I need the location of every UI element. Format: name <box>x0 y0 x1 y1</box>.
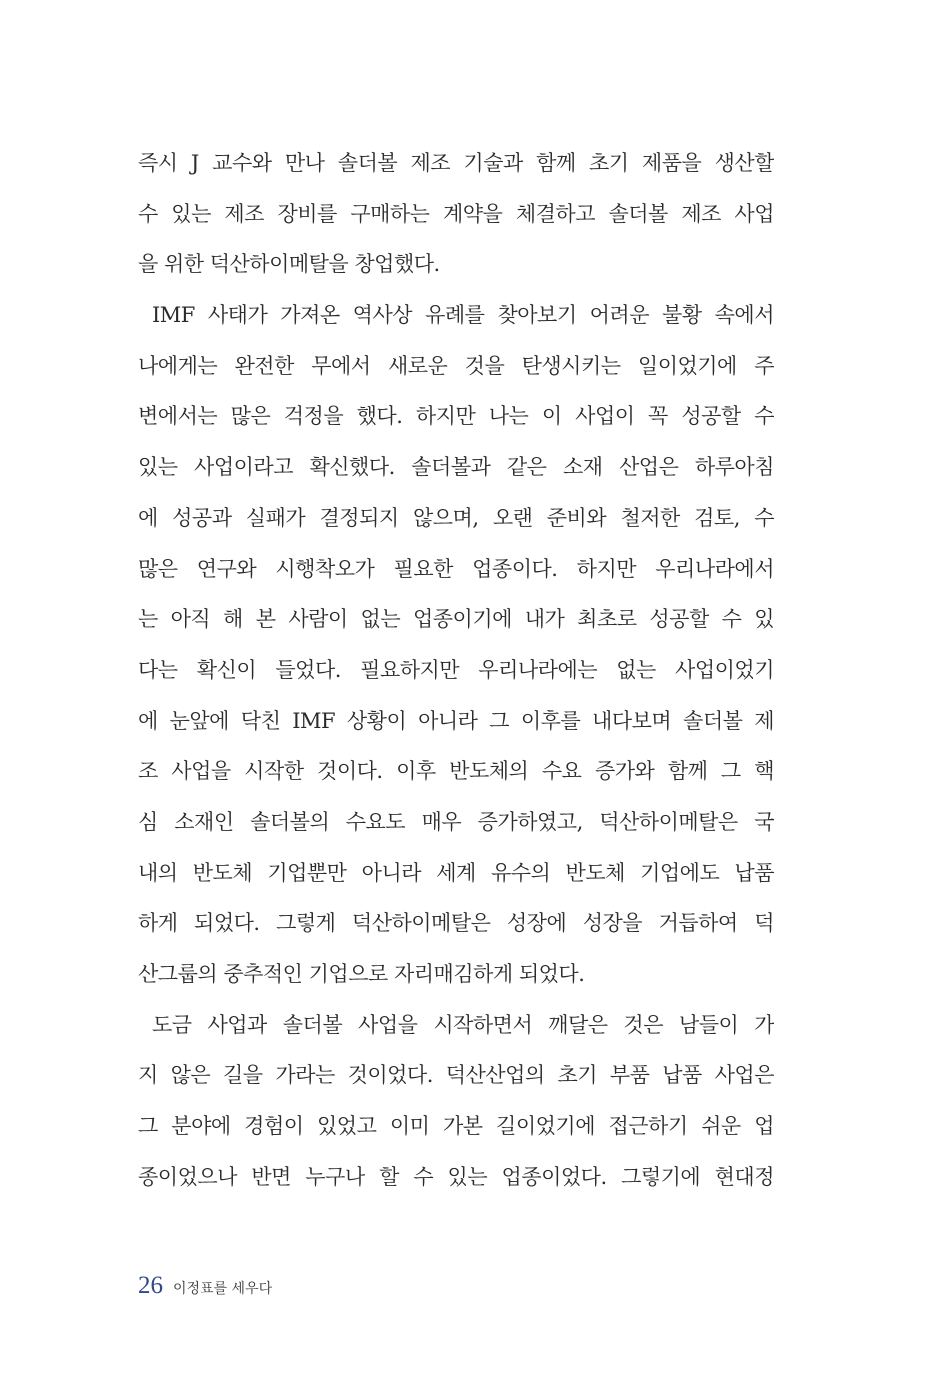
text-line: 나에게는 완전한 무에서 새로운 것을 탄생시키는 일이었기에 주 <box>138 353 774 378</box>
text-line: 변에서는 많은 걱정을 했다. 하지만 나는 이 사업이 꼭 성공할 수 <box>138 404 774 429</box>
text-line: 많은 연구와 시행착오가 필요한 업종이다. 하지만 우리나라에서 <box>138 556 774 581</box>
text-line: 다는 확신이 들었다. 필요하지만 우리나라에는 없는 사업이었기 <box>138 657 774 682</box>
text-line: IMF 사태가 가져온 역사상 유례를 찾아보기 어려운 불황 속에서 <box>152 303 774 328</box>
text-line: 산그룹의 중추적인 기업으로 자리매김하게 되었다. <box>138 962 585 986</box>
text-line: 종이었으나 반면 누구나 할 수 있는 업종이었다. 그렇기에 현대정 <box>138 1164 774 1189</box>
text-line: 조 사업을 시작한 것이다. 이후 반도체의 수요 증가와 함께 그 핵 <box>138 759 774 784</box>
text-line: 그 분야에 경험이 있었고 이미 가본 길이었기에 접근하기 쉬운 업 <box>138 1114 774 1139</box>
text-line: 을 위한 덕산하이메탈을 창업했다. <box>138 252 440 277</box>
text-line: 에 눈앞에 닥친 IMF 상황이 아니라 그 이후를 내다보며 솔더볼 제 <box>138 708 774 733</box>
text-line: 도금 사업과 솔더볼 사업을 시작하면서 깨달은 것은 남들이 가 <box>152 1012 774 1037</box>
page-number: 26 <box>138 1272 163 1299</box>
text-line: 있는 사업이라고 확신했다. 솔더볼과 같은 소재 산업은 하루아침 <box>138 455 774 480</box>
text-line: 는 아직 해 본 사람이 없는 업종이기에 내가 최초로 성공할 수 있 <box>138 607 774 632</box>
text-line: 지 않은 길을 가라는 것이었다. 덕산산업의 초기 부품 납품 사업은 <box>138 1063 774 1088</box>
text-line: 심 소재인 솔더볼의 수요도 매우 증가하였고, 덕산하이메탈은 국 <box>138 809 774 834</box>
text-line: 하게 되었다. 그렇게 덕산하이메탈은 성장에 성장을 거듭하여 덕 <box>138 911 774 936</box>
running-book-title: 이정표를 세우다 <box>173 1281 273 1297</box>
text-line: 즉시 J 교수와 만나 솔더볼 제조 기술과 함께 초기 제품을 생산할 <box>138 151 774 175</box>
text-line: 수 있는 제조 장비를 구매하는 계약을 체결하고 솔더볼 제조 사업 <box>138 201 774 226</box>
page-footer <box>138 1272 272 1312</box>
body-text <box>138 138 774 1202</box>
text-line: 에 성공과 실패가 결정되지 않으며, 오랜 준비와 철저한 검토, 수 <box>138 505 774 530</box>
text-line: 내의 반도체 기업뿐만 아니라 세계 유수의 반도체 기업에도 납품 <box>138 860 774 885</box>
